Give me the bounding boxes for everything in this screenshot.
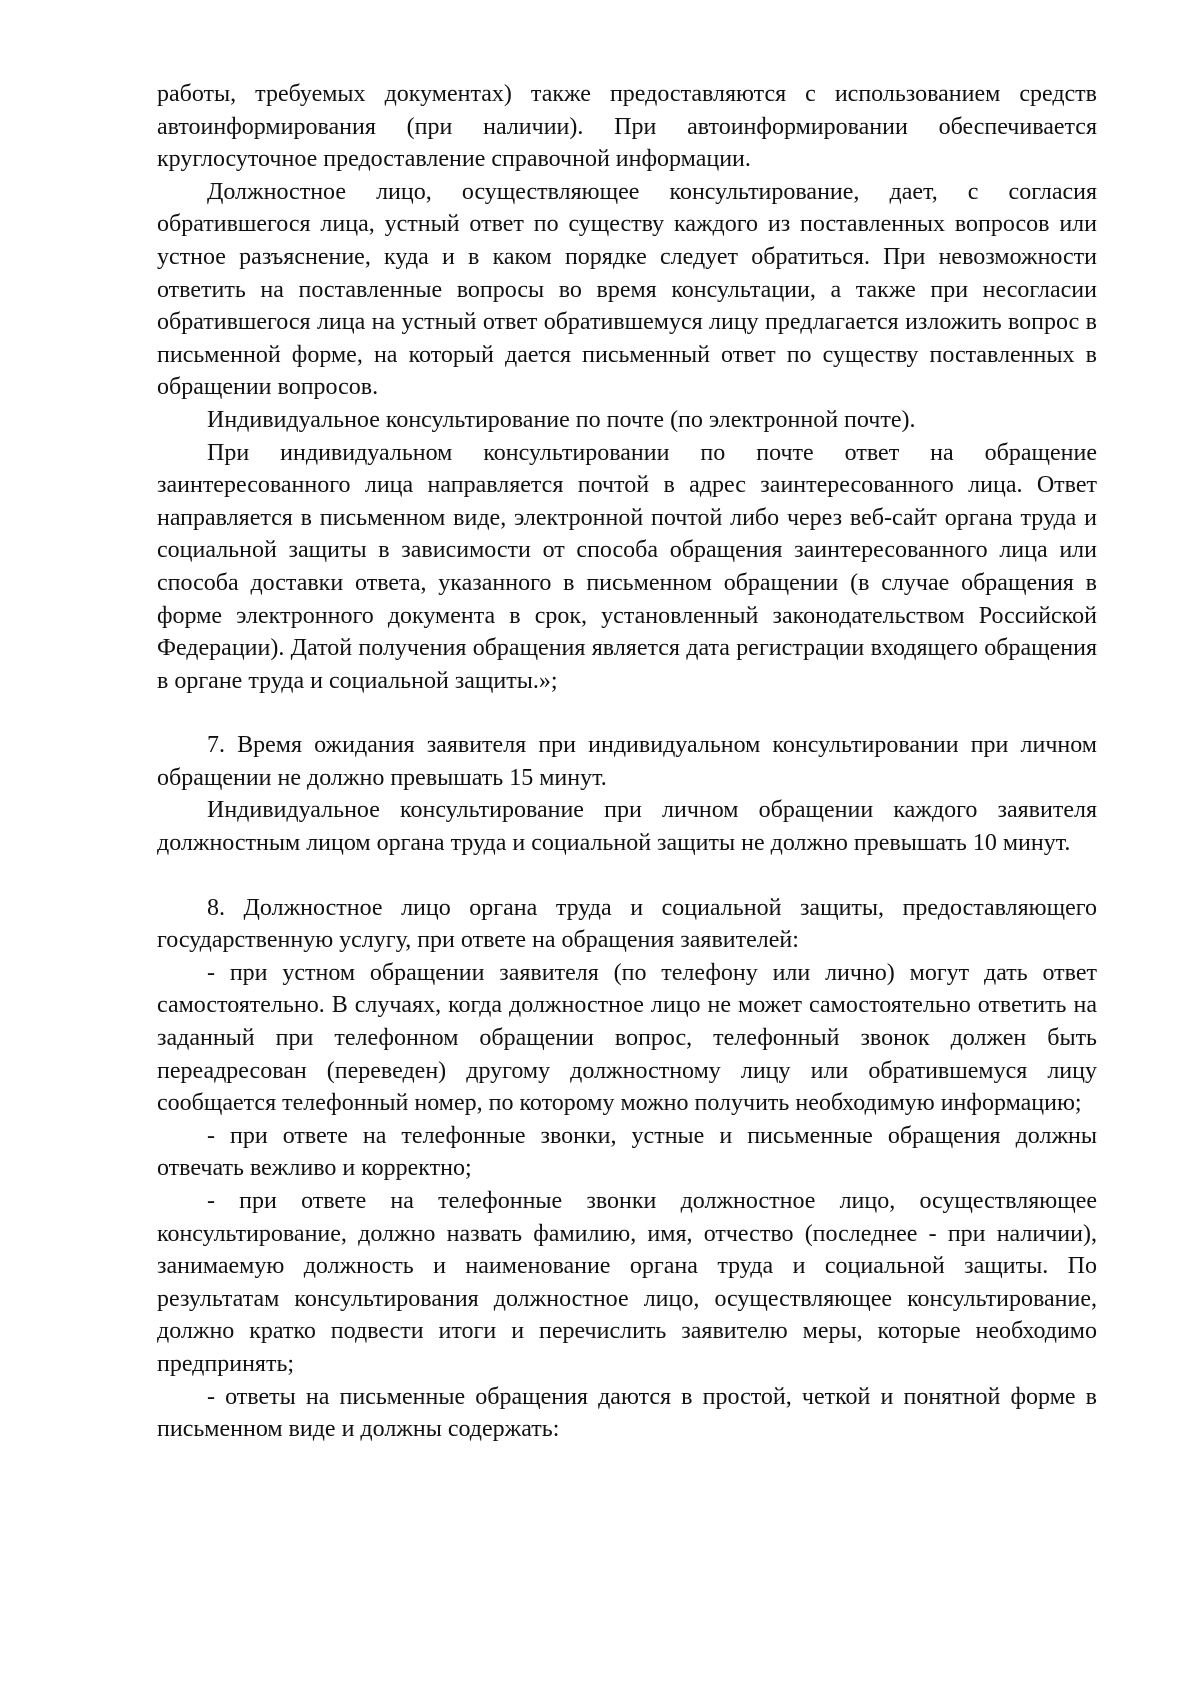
paragraph-autoinforming: работы, требуемых документах) также предоставляются с использованием средств автоинформирования (при наличии). При автоинформировании обеспечивается круглосуточное предоставление справочной информации.: [157, 81, 1097, 173]
paragraph-personal-consulting: Индивидуальное консультирование при личном обращении каждого заявителя должностным лицом органа труда и социальной защиты не должно превышать 10 минут.: [157, 797, 1097, 857]
list-item-written-answer: - ответы на письменные обращения даются в простой, четкой и понятной форме в письменном виде и должны содержать:: [157, 1383, 1097, 1443]
paragraph-gap: [157, 697, 1097, 729]
paragraph-oral-answer: Должностное лицо, осуществляющее консультирование, дает, с согласия обратившегося лица, устный ответ по существу каждого из поставленных вопросов или устное разъяснение, куда и в каком порядке следует обратиться. При невозможности ответить на поставленные вопросы во время консультации, а также при несогласии обратившегося лица на устный ответ обратившемуся лицу предлагается изложить вопрос в письменной форме, на который дается письменный ответ по существу поставленных в обращении вопросов.: [157, 178, 1097, 401]
paragraph-mail-consulting-heading: Индивидуальное консультирование по почте (по электронной почте).: [207, 406, 916, 433]
list-item-oral-request: - при устном обращении заявителя (по телефону или лично) могут дать ответ самостоятельно. В случаях, когда должностное лицо не может самостоятельно ответить на заданный при телефонном обращении вопрос, телефонный звонок должен быть переадресован (переведен) другому должностному лицу или обратившемуся лицу сообщается телефонный номер, по которому можно получить необходимую информацию;: [157, 959, 1097, 1117]
paragraph-mail-consulting: При индивидуальном консультировании по почте ответ на обращение заинтересованного лица направляется почтой в адрес заинтересованного лица. Ответ направляется в письменном виде, электронной почтой либо через веб-сайт органа труда и социальной защиты в зависимости от способа обращения заинтересованного лица или способа доставки ответа, указанного в письменном обращении (в случае обращения в форме электронного документа в срок, установленный законодательством Российской Федерации). Датой получения обращения является дата регистрации входящего обращения в органе труда и социальной защиты.»;: [157, 439, 1097, 694]
paragraph-gap: [157, 860, 1097, 892]
paragraph-item-7: 7. Время ожидания заявителя при индивидуальном консультировании при личном обращении не должно превышать 15 минут.: [157, 732, 1097, 791]
list-item-phone-answer: - при ответе на телефонные звонки должностное лицо, осуществляющее консультирование, должно назвать фамилию, имя, отчество (последнее - при наличии), занимаемую должность и наименование органа труда и социальной защиты. По результатам консультирования должностное лицо, осуществляющее консультирование, должно кратко подвести итоги и перечислить заявителю меры, которые необходимо предпринять;: [157, 1188, 1097, 1377]
paragraph-item-8: 8. Должностное лицо органа труда и социальной защиты, предоставляющего государственную услугу, при ответе на обращения заявителей:: [157, 894, 1097, 954]
document-body: [157, 78, 1097, 1446]
list-item-polite-answer: - при ответе на телефонные звонки, устные и письменные обращения должны отвечать вежливо и корректно;: [157, 1122, 1097, 1182]
